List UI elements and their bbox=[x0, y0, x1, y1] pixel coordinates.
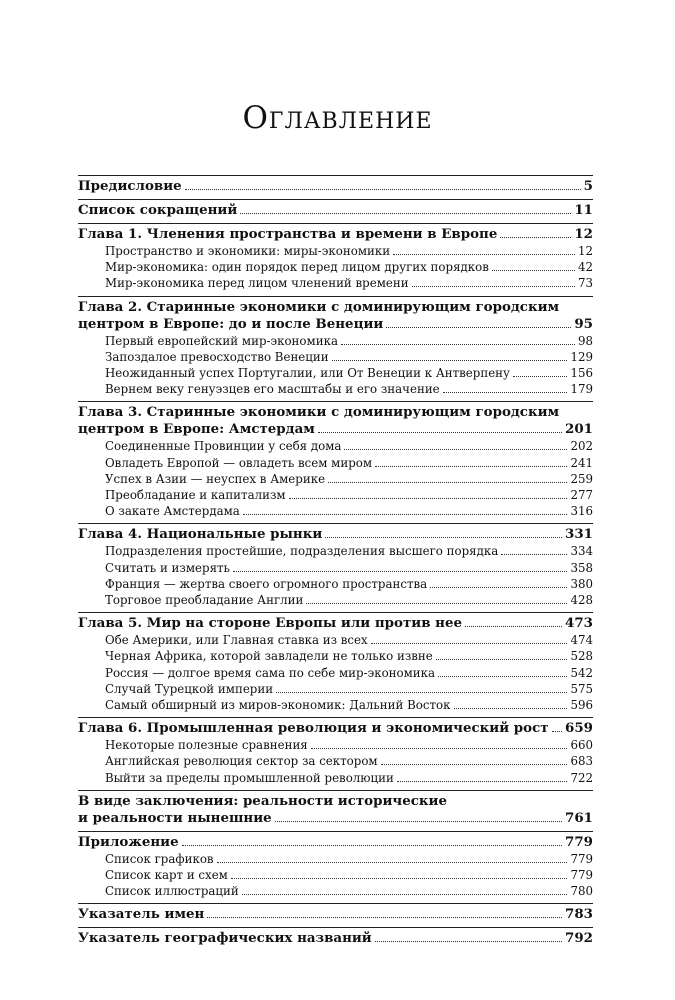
chapter-heading-line[interactable]: В виде заключения: реальности исторические bbox=[78, 792, 448, 809]
dot-leader bbox=[240, 213, 571, 214]
entry-title: и реальности нынешние bbox=[78, 809, 272, 826]
entry-page: 42 bbox=[577, 260, 593, 275]
entry-page: 156 bbox=[570, 366, 593, 381]
dot-leader bbox=[318, 432, 562, 433]
entry-title: центром в Европе: Амстердам bbox=[78, 421, 315, 438]
toc-subentry[interactable] bbox=[78, 455, 593, 471]
entry-title: Вернем веку генуэзцев его масштабы и его значение bbox=[105, 382, 440, 397]
dot-leader bbox=[311, 748, 568, 749]
toc-subentry[interactable] bbox=[78, 697, 593, 713]
entry-title: Успех в Азии — неуспех в Америке bbox=[105, 471, 326, 486]
toc-subentry[interactable] bbox=[78, 438, 593, 454]
toc-subentry[interactable] bbox=[78, 648, 593, 664]
dot-leader bbox=[242, 894, 568, 895]
dot-leader bbox=[231, 878, 568, 879]
toc-geo-index bbox=[78, 927, 593, 947]
dot-leader bbox=[381, 764, 568, 765]
dot-leader bbox=[397, 781, 568, 782]
entry-page: 473 bbox=[565, 615, 593, 632]
entry-page: 277 bbox=[570, 488, 593, 503]
entry-title: Преобладание и капитализм bbox=[105, 488, 286, 503]
dot-leader bbox=[182, 845, 562, 846]
entry-page: 779 bbox=[565, 833, 593, 850]
chapter-heading-line[interactable]: Глава 3. Старинные экономики с доминирующим городским bbox=[78, 404, 560, 421]
entry-page: 779 bbox=[570, 868, 593, 883]
toc-appendix bbox=[78, 831, 593, 900]
entry-title: Обе Америки, или Главная ставка из всех bbox=[105, 633, 368, 648]
entry-page: 129 bbox=[570, 349, 593, 364]
toc-subentry[interactable] bbox=[78, 259, 593, 275]
toc-subentry[interactable] bbox=[78, 487, 593, 503]
dot-leader bbox=[393, 254, 575, 255]
entry-title: Считать и измерять bbox=[105, 560, 230, 575]
dot-leader bbox=[513, 376, 567, 377]
chapter-heading-line[interactable]: Глава 2. Старинные экономики с доминирующим городским bbox=[78, 298, 560, 315]
dot-leader bbox=[500, 237, 571, 238]
toc-subentry[interactable] bbox=[78, 365, 593, 381]
entry-page: 779 bbox=[570, 851, 593, 866]
dot-leader bbox=[552, 731, 562, 732]
entry-title: Россия — долгое время сама по себе мир-экономика bbox=[105, 665, 436, 680]
entry-title: Запоздалое превосходство Венеции bbox=[105, 349, 329, 364]
entry-title: Список графиков bbox=[105, 851, 214, 866]
dot-leader bbox=[207, 917, 562, 918]
toc-subentry[interactable] bbox=[78, 243, 593, 259]
entry-page: 474 bbox=[570, 633, 593, 648]
entry-title: Предисловие bbox=[78, 178, 182, 194]
entry-page: 761 bbox=[565, 809, 593, 826]
entry-title: Список сокращений bbox=[78, 202, 238, 218]
entry-page: 596 bbox=[570, 698, 593, 713]
toc-subentry[interactable] bbox=[78, 867, 593, 883]
entry-page: 575 bbox=[570, 681, 593, 696]
toc-entry[interactable] bbox=[78, 906, 593, 923]
toc-chapter-1 bbox=[78, 223, 593, 292]
dot-leader bbox=[465, 626, 562, 627]
dot-leader bbox=[306, 603, 567, 604]
entry-page: 179 bbox=[570, 382, 593, 397]
dot-leader bbox=[375, 466, 567, 467]
toc-subentry[interactable] bbox=[78, 883, 593, 899]
toc-subentry[interactable] bbox=[78, 333, 593, 349]
chapter-heading[interactable] bbox=[78, 720, 593, 737]
dot-leader bbox=[430, 587, 567, 588]
toc-chapter-5 bbox=[78, 612, 593, 713]
dot-leader bbox=[289, 498, 568, 499]
entry-page: 659 bbox=[565, 720, 593, 737]
dot-leader bbox=[233, 571, 568, 572]
entry-title: Глава 5. Мир на стороне Европы или против нее bbox=[78, 615, 463, 632]
entry-title: Некоторые полезные сравнения bbox=[105, 738, 308, 753]
toc-chapter-3 bbox=[78, 401, 593, 519]
entry-page: 316 bbox=[570, 504, 593, 519]
toc-subentry[interactable] bbox=[78, 592, 593, 608]
dot-leader bbox=[325, 537, 562, 538]
toc-preface bbox=[78, 175, 593, 195]
entry-page: 380 bbox=[570, 576, 593, 591]
entry-title: Овладеть Европой — овладеть всем миром bbox=[105, 455, 373, 470]
toc-subentry[interactable] bbox=[78, 381, 593, 397]
dot-leader bbox=[341, 344, 575, 345]
chapter-heading[interactable] bbox=[78, 615, 593, 632]
dot-leader bbox=[492, 270, 575, 271]
toc-entry[interactable] bbox=[78, 930, 593, 947]
dot-leader bbox=[185, 189, 581, 190]
entry-title: Неожиданный успех Португалии, или От Венеции к Антверпену bbox=[105, 366, 510, 381]
entry-title: Список иллюстраций bbox=[105, 884, 239, 899]
dot-leader bbox=[276, 692, 567, 693]
toc-abbreviations bbox=[78, 199, 593, 219]
chapter-heading[interactable] bbox=[78, 810, 593, 827]
entry-page: 241 bbox=[570, 455, 593, 470]
toc-subentry[interactable] bbox=[78, 665, 593, 681]
entry-title: Глава 4. Национальные рынки bbox=[78, 526, 323, 543]
entry-page: 11 bbox=[574, 202, 593, 218]
chapter-heading[interactable] bbox=[78, 226, 593, 243]
toc-subentry[interactable] bbox=[78, 632, 593, 648]
dot-leader bbox=[332, 360, 568, 361]
chapter-heading[interactable] bbox=[78, 421, 593, 438]
entry-page: 12 bbox=[574, 226, 593, 242]
entry-title: центром в Европе: до и после Венеции bbox=[78, 315, 384, 332]
entry-title: Мир-экономика: один порядок перед лицом других порядков bbox=[105, 260, 489, 275]
entry-title: Выйти за пределы промышленной революции bbox=[105, 770, 394, 785]
entry-page: 542 bbox=[570, 665, 593, 680]
toc-subentry[interactable] bbox=[78, 851, 593, 867]
dot-leader bbox=[328, 482, 567, 483]
toc-chapter-4 bbox=[78, 523, 593, 608]
entry-page: 358 bbox=[570, 560, 593, 575]
dot-leader bbox=[217, 862, 568, 863]
toc-subentry[interactable] bbox=[78, 576, 593, 592]
toc-subentry[interactable] bbox=[78, 275, 593, 291]
dot-leader bbox=[371, 643, 568, 644]
table-of-contents bbox=[78, 175, 593, 951]
entry-page: 201 bbox=[565, 421, 593, 438]
entry-title: Указатель географических названий bbox=[78, 930, 372, 947]
entry-title: Список карт и схем bbox=[105, 868, 228, 883]
toc-entry[interactable] bbox=[78, 202, 593, 219]
entry-title: Случай Турецкой империи bbox=[105, 681, 274, 696]
entry-title: Самый обширный из миров-экономик: Дальний Восток bbox=[105, 698, 451, 713]
chapter-heading[interactable] bbox=[78, 316, 593, 333]
entry-page: 73 bbox=[577, 276, 593, 291]
entry-title: Соединенные Провинции у себя дома bbox=[105, 439, 342, 454]
entry-title: Торговое преобладание Англии bbox=[105, 593, 304, 608]
toc-subentry[interactable] bbox=[78, 349, 593, 365]
toc-names-index bbox=[78, 903, 593, 923]
entry-title: Пространство и экономики: миры-экономики bbox=[105, 244, 391, 258]
entry-page: 792 bbox=[565, 930, 593, 947]
entry-title: Глава 6. Промышленная революция и экономический рост bbox=[78, 720, 549, 737]
toc-subentry[interactable] bbox=[78, 543, 593, 559]
entry-title: О закате Амстердама bbox=[105, 504, 240, 519]
dot-leader bbox=[243, 514, 568, 515]
entry-page: 683 bbox=[570, 754, 593, 769]
entry-title: Франция — жертва своего огромного пространства bbox=[105, 576, 428, 591]
dot-leader bbox=[275, 821, 562, 822]
dot-leader bbox=[436, 659, 568, 660]
dot-leader bbox=[375, 941, 562, 942]
entry-title: Английская революция сектор за сектором bbox=[105, 754, 378, 769]
entry-page: 428 bbox=[570, 593, 593, 608]
toc-subentry[interactable] bbox=[78, 471, 593, 487]
entry-page: 331 bbox=[565, 526, 593, 543]
toc-entry[interactable] bbox=[78, 178, 593, 195]
toc-conclusion bbox=[78, 790, 593, 827]
entry-page: 783 bbox=[565, 906, 593, 923]
dot-leader bbox=[344, 449, 567, 450]
entry-page: 202 bbox=[570, 439, 593, 454]
toc-subentry[interactable] bbox=[78, 503, 593, 519]
entry-page: 722 bbox=[570, 770, 593, 785]
toc-chapter-2 bbox=[78, 296, 593, 398]
entry-page: 660 bbox=[570, 738, 593, 753]
entry-title: Подразделения простейшие, подразделения высшего порядка bbox=[105, 544, 499, 559]
dot-leader bbox=[386, 327, 571, 328]
entry-page: 334 bbox=[570, 544, 593, 559]
dot-leader bbox=[443, 392, 568, 393]
toc-subentry[interactable] bbox=[78, 560, 593, 576]
dot-leader bbox=[412, 286, 575, 287]
entry-title: Мир-экономика перед лицом членений времени bbox=[105, 276, 409, 291]
page-title: Оглавление bbox=[242, 100, 433, 136]
entry-page: 5 bbox=[583, 178, 593, 194]
entry-page: 259 bbox=[570, 471, 593, 486]
dot-leader bbox=[438, 676, 567, 677]
entry-page: 528 bbox=[570, 649, 593, 664]
entry-page: 780 bbox=[570, 884, 593, 899]
toc-chapter-6 bbox=[78, 717, 593, 786]
dot-leader bbox=[454, 708, 568, 709]
toc-subentry[interactable] bbox=[78, 753, 593, 769]
entry-page: 98 bbox=[577, 333, 593, 348]
toc-subentry[interactable] bbox=[78, 737, 593, 753]
entry-title: Первый европейский мир-экономика bbox=[105, 333, 338, 348]
toc-subentry[interactable] bbox=[78, 770, 593, 786]
toc-subentry[interactable] bbox=[78, 681, 593, 697]
entry-title: Черная Африка, которой завладели не только извне bbox=[105, 649, 433, 664]
chapter-heading[interactable] bbox=[78, 834, 593, 851]
chapter-heading[interactable] bbox=[78, 526, 593, 543]
dot-leader bbox=[501, 554, 567, 555]
entry-title: Глава 1. Членения пространства и времени в Европе bbox=[78, 226, 498, 242]
entry-page: 95 bbox=[574, 315, 593, 332]
entry-page: 12 bbox=[577, 244, 593, 258]
entry-title: Указатель имен bbox=[78, 906, 205, 923]
entry-title: Приложение bbox=[78, 833, 179, 850]
